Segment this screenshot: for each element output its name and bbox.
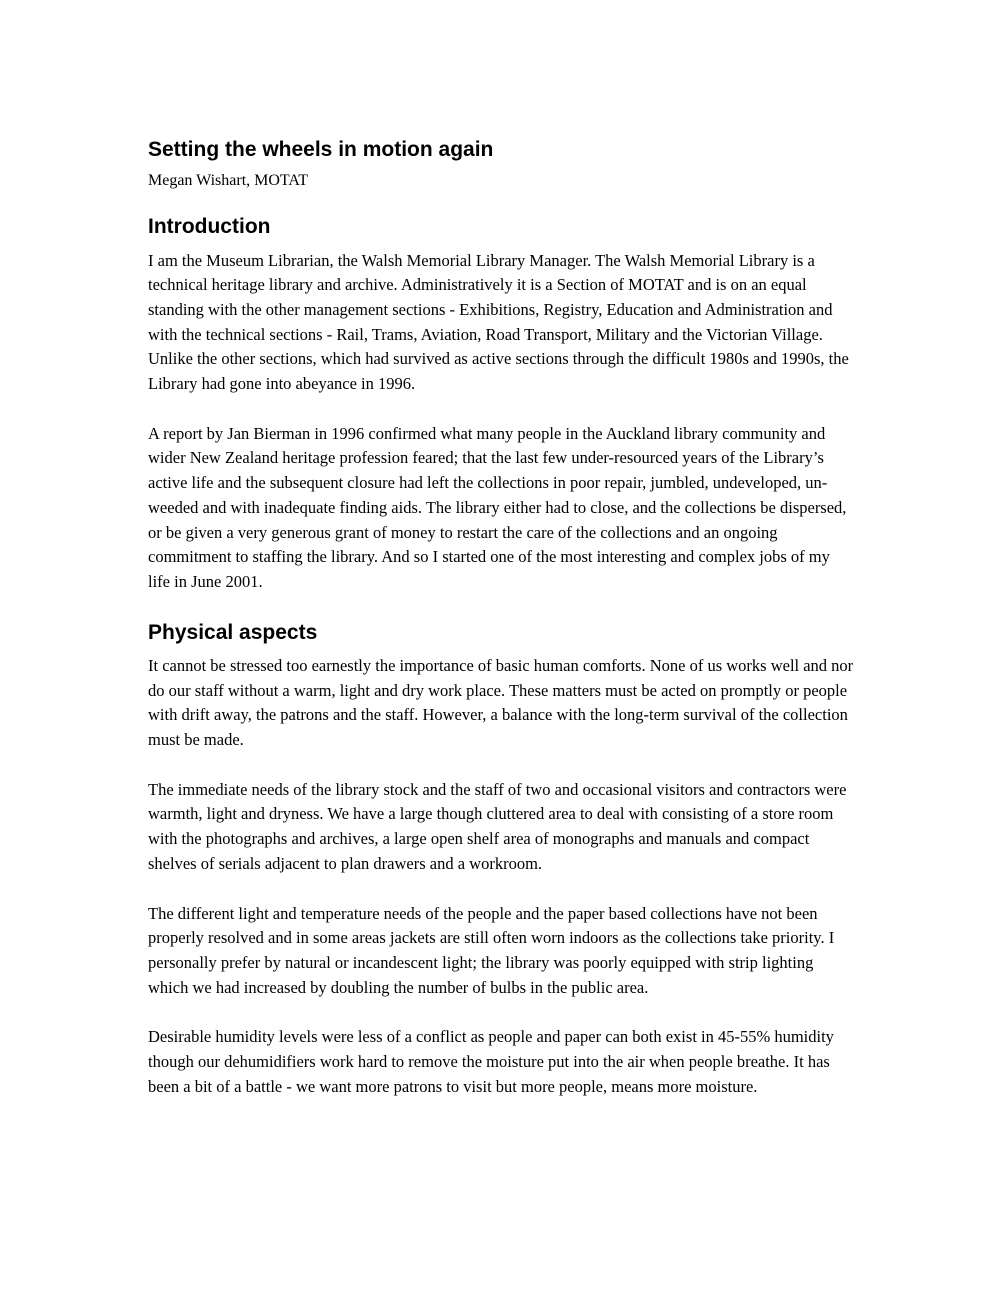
document-byline: Megan Wishart, MOTAT [148,172,308,190]
document-title: Setting the wheels in motion again [148,138,494,161]
section-heading-introduction: Introduction [148,215,271,239]
paragraph-physical-2: The immediate needs of the library stock and the staff of two and occasional visitors and contractors were warmth, light and dryness. We have a large though cluttered area to deal with consisting of a store room with the photographs and archives, a large open shelf area of monographs and manuals and compact shelves of serials adjacent to plan drawers and a workroom. [148,779,847,873]
paragraph-intro-2: A report by Jan Bierman in 1996 confirmed what many people in the Auckland library community and wider New Zealand heritage profession feared; that the last few under-resourced years of the Library’s active life and the subsequent closure had left the collections in poor repair, jumbled, undeveloped, un-weeded and with inadequate finding aids. The library either had to close, and the collections be dispersed, or be given a very generous grant of money to restart the care of the collections and an ongoing commitment to staffing the library. And so I started one of the most interesting and complex jobs of my life in June 2001. [148,423,847,591]
section-heading-physical-aspects: Physical aspects [148,620,318,644]
paragraph-intro-1: I am the Museum Librarian, the Walsh Memorial Library Manager. The Walsh Memorial Library is a technical heritage library and archive. Administratively it is a Section of MOTAT and is on an equal standing with the other management sections - Exhibitions, Registry, Education and Administration and with the technical sections - Rail, Trams, Aviation, Road Transport, Military and the Victorian Village. Unlike the other sections, which had survived as active sections through the difficult 1980s and 1990s, the Library had gone into abeyance in 1996. [148,250,849,394]
paragraph-physical-1: It cannot be stressed too earnestly the importance of basic human comforts. None of us works well and nor do our staff without a warm, light and dry work place. These matters must be acted on promptly or people with drift away, the patrons and the staff. However, a balance with the long-term survival of the collection must be made. [148,655,854,749]
paragraph-physical-3: The different light and temperature needs of the people and the paper based collections have not been properly resolved and in some areas jackets are still often worn indoors as the collections take priority. I personally prefer by natural or incandescent light; the library was poorly equipped with strip lighting which we had increased by doubling the number of bulbs in the public area. [148,903,835,997]
paragraph-physical-4: Desirable humidity levels were less of a conflict as people and paper can both exist in 45-55% humidity though our dehumidifiers work hard to remove the moisture put into the air when people breathe. It has been a bit of a battle - we want more patrons to visit but more people, means more moisture. [148,1027,834,1096]
